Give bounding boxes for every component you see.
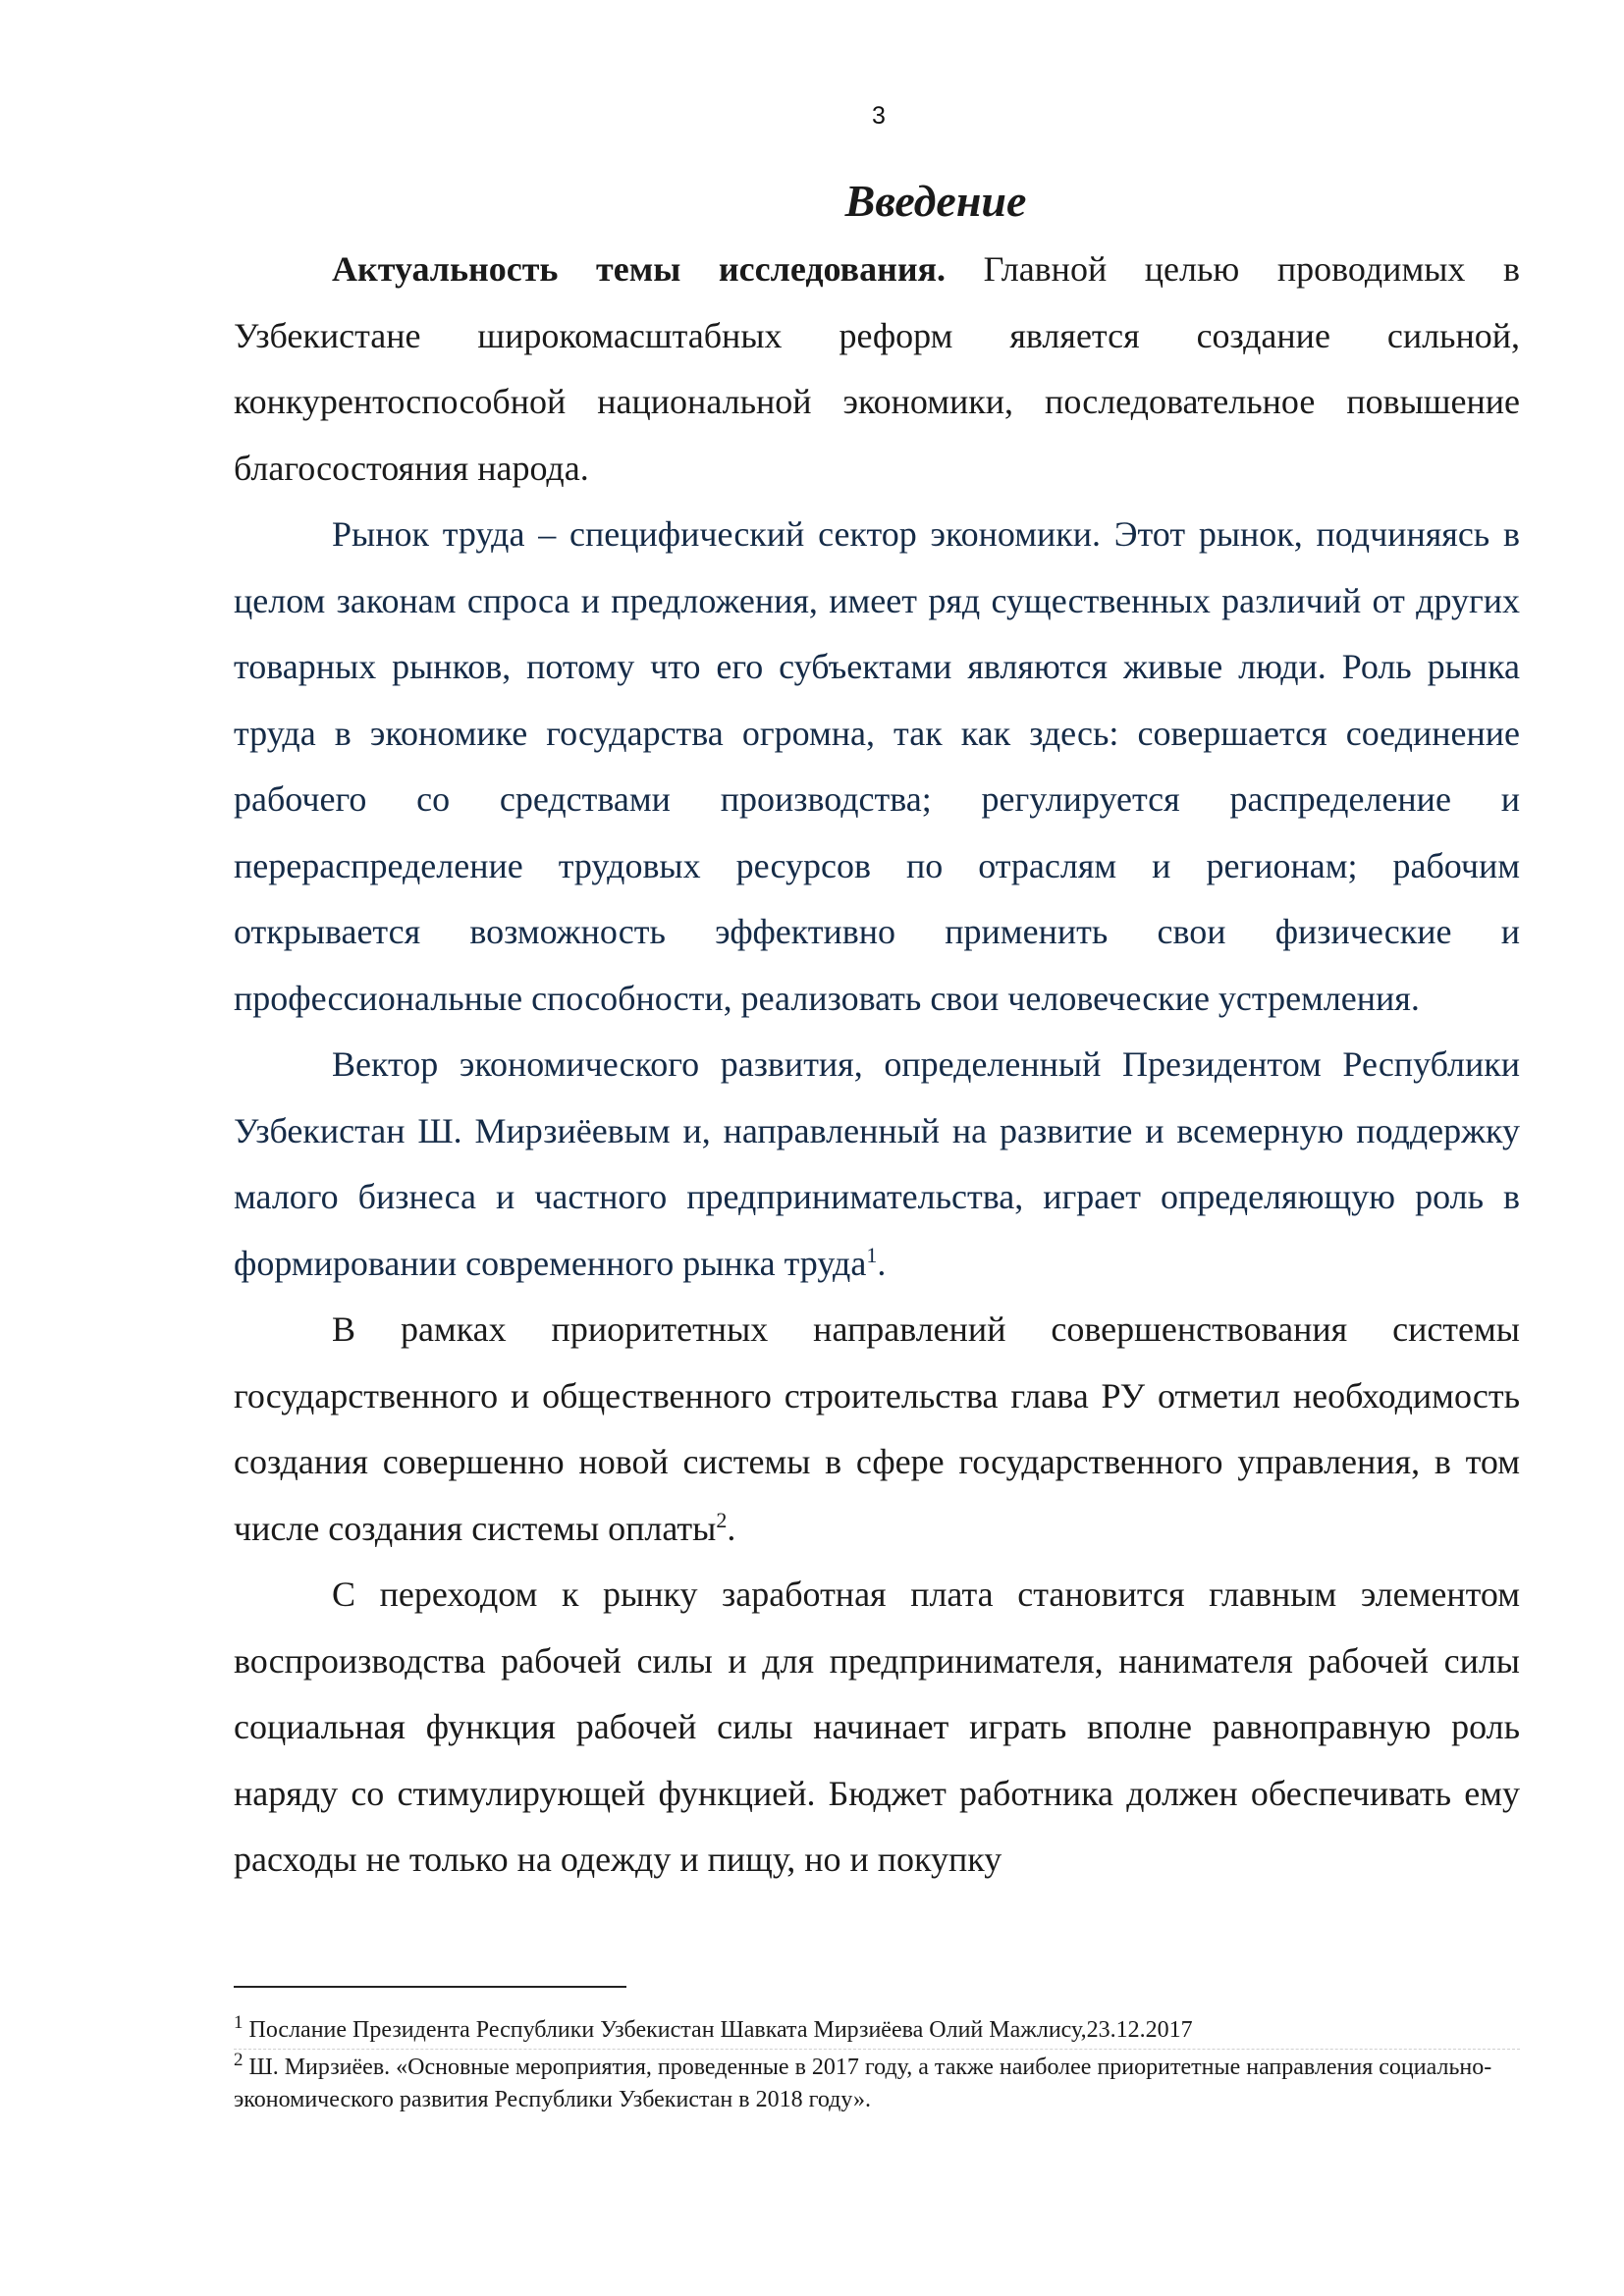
paragraph-text: В рамках приоритетных направлений совершенствования системы государственного и общественного строительства глава РУ отметил необходимость создания совершенно новой системы в сфере государственного управления, в том числе создания системы оплаты — [234, 1309, 1520, 1548]
footnote-text: Послание Президента Республики Узбекистан Шавката Мирзиёева Олий Мажлису,23.12.2017 — [243, 2017, 1193, 2043]
paragraph-relevance — [234, 237, 1520, 502]
paragraph-text: Вектор экономического развития, определенный Президентом Республики Узбекистан Ш. Мирзиёевым и, направленный на развитие и всемерную поддержку малого бизнеса и частного предпринимательства, играет определяющую роль в формировании современного рынка труда — [234, 1044, 1520, 1283]
paragraph-vector — [234, 1032, 1520, 1297]
footnote-reference[interactable]: 1 — [866, 1242, 878, 1267]
footnotes — [234, 2014, 1520, 2116]
main-text — [234, 162, 1520, 1894]
footnote-mark: 1 — [234, 2012, 244, 2033]
footnote-1 — [234, 2014, 1520, 2050]
paragraph-text: Главной целью проводимых в Узбекистане широкомасштабных реформ является создание сильной, конкурентоспособной национальной экономики, последовательное повышение благосостояния народа. — [234, 249, 1520, 488]
paragraph-tail: . — [727, 1508, 736, 1548]
footnote-text: Ш. Мирзиёев. «Основные мероприятия, проведенные в 2017 году, а также наиболее приоритетные направления социально-экономического развития Республики Узбекистан в 2018 году». — [234, 2055, 1492, 2112]
paragraph-text: Рынок труда – специфический сектор экономики. Этот рынок, подчиняясь в целом законам спроса и предложения, имеет ряд существенных различий от других товарных рынков, потому что его субъектами являются живые люди. Роль рынка труда в экономике государства огромна, так как здесь: совершается соединение рабочего со средствами производства; регулируется распределение и перераспределение трудовых ресурсов по отраслям и регионам; рабочим открывается возможность эффективно применить свои физические и профессиональные способности, реализовать свои человеческие устремления. — [234, 514, 1520, 1018]
paragraph-tail: . — [877, 1243, 887, 1283]
footnote-reference[interactable]: 2 — [716, 1507, 728, 1532]
footnote-2 — [234, 2052, 1520, 2116]
footnote-separator — [234, 1986, 626, 1988]
paragraph-priorities — [234, 1297, 1520, 1562]
paragraph-labor-market — [234, 502, 1520, 1032]
page-number: 3 — [872, 102, 886, 130]
paragraph-wages — [234, 1562, 1520, 1894]
footnote-mark: 2 — [234, 2050, 244, 2070]
paragraph-text: С переходом к рынку заработная плата становится главным элементом воспроизводства рабочей силы и для предпринимателя, нанимателя рабочей силы социальная функция рабочей силы начинает играть вполне равноправную роль наряду со стимулирующей функцией. Бюджет работника должен обеспечивать ему расходы не только на одежду и пищу, но и покупку — [234, 1575, 1520, 1879]
paragraph-lead: Актуальность темы исследования. — [332, 249, 947, 289]
section-heading: Введение — [844, 176, 1027, 226]
